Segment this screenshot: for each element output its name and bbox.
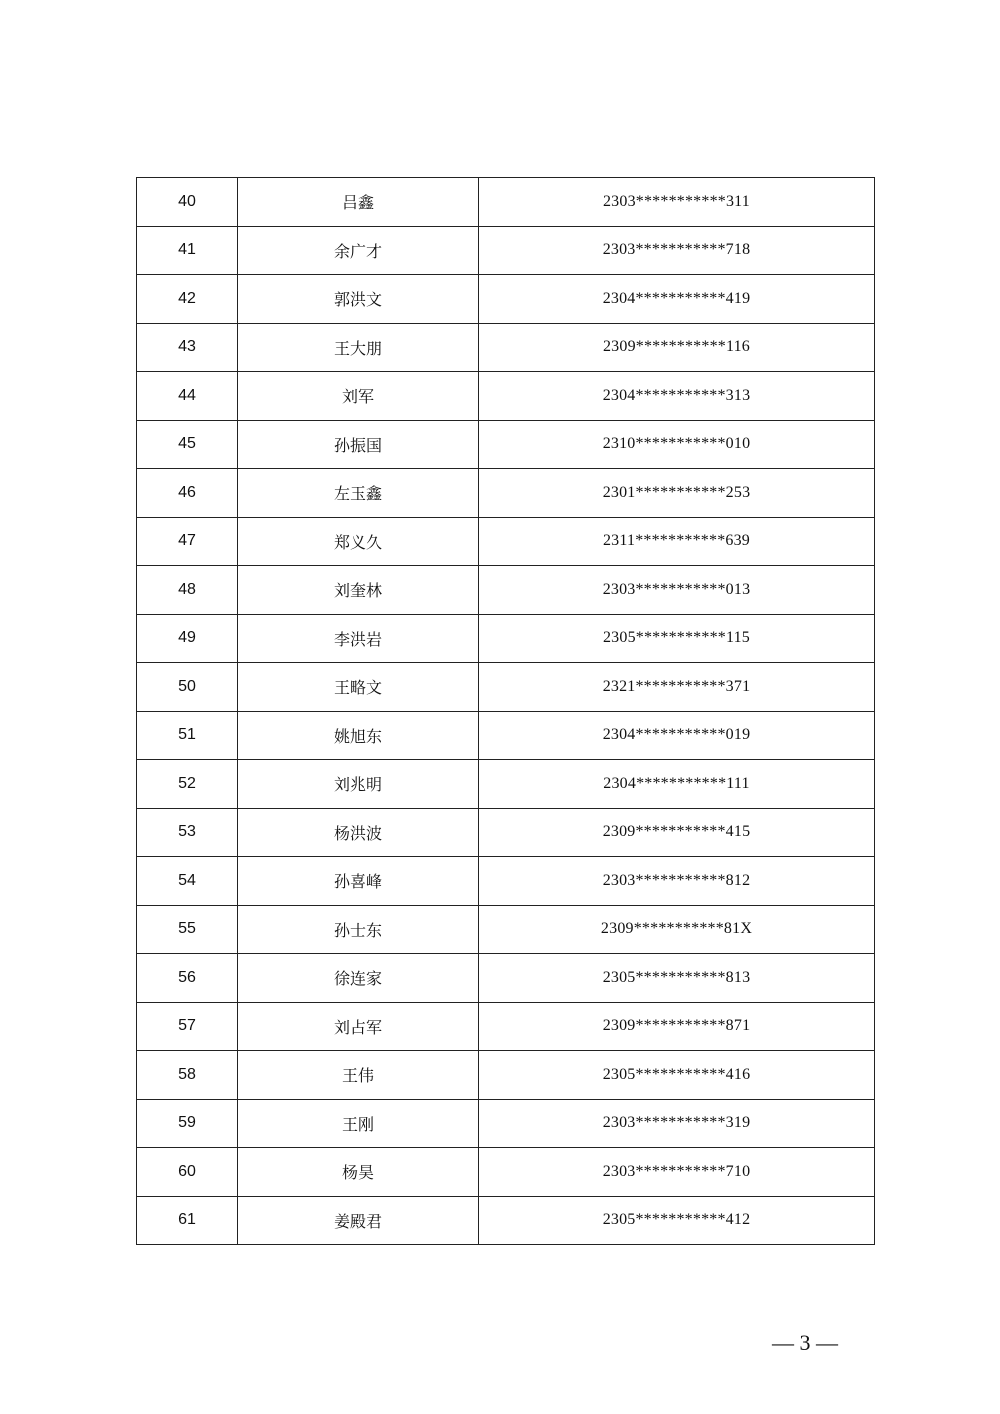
table-row [137, 1051, 875, 1100]
table-row [137, 954, 875, 1003]
table-row [137, 663, 875, 712]
name-cell: 刘兆明 [238, 760, 479, 809]
name-cell: 杨昊 [238, 1148, 479, 1197]
id-number-cell: 2301***********253 [479, 469, 875, 518]
name-cell: 郭洪文 [238, 275, 479, 324]
table-row [137, 469, 875, 518]
roster-table [136, 177, 875, 1245]
id-number-cell: 2305***********115 [479, 614, 875, 663]
table-row [137, 275, 875, 324]
row-number-cell: 60 [137, 1148, 238, 1197]
table-row [137, 178, 875, 227]
id-number-cell: 2303***********311 [479, 178, 875, 227]
id-number-cell: 2309***********81X [479, 905, 875, 954]
row-number-cell: 44 [137, 372, 238, 421]
table-row [137, 1196, 875, 1245]
row-number-cell: 50 [137, 663, 238, 712]
roster-table-body [137, 178, 875, 1245]
row-number-cell: 46 [137, 469, 238, 518]
table-row [137, 566, 875, 615]
name-cell: 李洪岩 [238, 614, 479, 663]
table-row [137, 808, 875, 857]
name-cell: 吕鑫 [238, 178, 479, 227]
table-row [137, 226, 875, 275]
id-number-cell: 2304***********111 [479, 760, 875, 809]
row-number-cell: 51 [137, 711, 238, 760]
name-cell: 姚旭东 [238, 711, 479, 760]
name-cell: 刘占军 [238, 1002, 479, 1051]
row-number-cell: 53 [137, 808, 238, 857]
table-row [137, 1002, 875, 1051]
table-row [137, 1099, 875, 1148]
id-number-cell: 2309***********116 [479, 323, 875, 372]
table-row [137, 1148, 875, 1197]
row-number-cell: 58 [137, 1051, 238, 1100]
id-number-cell: 2303***********718 [479, 226, 875, 275]
page-number: — 3 — [772, 1330, 838, 1355]
id-number-cell: 2303***********710 [479, 1148, 875, 1197]
name-cell: 孙喜峰 [238, 857, 479, 906]
row-number-cell: 47 [137, 517, 238, 566]
row-number-cell: 48 [137, 566, 238, 615]
row-number-cell: 41 [137, 226, 238, 275]
id-number-cell: 2309***********415 [479, 808, 875, 857]
name-cell: 王大朋 [238, 323, 479, 372]
table-row [137, 614, 875, 663]
name-cell: 徐连家 [238, 954, 479, 1003]
name-cell: 刘奎林 [238, 566, 479, 615]
table-row [137, 517, 875, 566]
row-number-cell: 45 [137, 420, 238, 469]
id-number-cell: 2309***********871 [479, 1002, 875, 1051]
table-row [137, 760, 875, 809]
id-number-cell: 2321***********371 [479, 663, 875, 712]
row-number-cell: 61 [137, 1196, 238, 1245]
id-number-cell: 2311***********639 [479, 517, 875, 566]
name-cell: 王略文 [238, 663, 479, 712]
row-number-cell: 40 [137, 178, 238, 227]
name-cell: 左玉鑫 [238, 469, 479, 518]
id-number-cell: 2304***********313 [479, 372, 875, 421]
row-number-cell: 55 [137, 905, 238, 954]
id-number-cell: 2304***********419 [479, 275, 875, 324]
row-number-cell: 42 [137, 275, 238, 324]
id-number-cell: 2304***********019 [479, 711, 875, 760]
id-number-cell: 2305***********813 [479, 954, 875, 1003]
row-number-cell: 54 [137, 857, 238, 906]
row-number-cell: 59 [137, 1099, 238, 1148]
table-row [137, 711, 875, 760]
name-cell: 郑义久 [238, 517, 479, 566]
name-cell: 刘军 [238, 372, 479, 421]
id-number-cell: 2305***********412 [479, 1196, 875, 1245]
name-cell: 姜殿君 [238, 1196, 479, 1245]
table-row [137, 372, 875, 421]
name-cell: 余广才 [238, 226, 479, 275]
table-row [137, 420, 875, 469]
row-number-cell: 43 [137, 323, 238, 372]
name-cell: 王刚 [238, 1099, 479, 1148]
id-number-cell: 2303***********319 [479, 1099, 875, 1148]
row-number-cell: 57 [137, 1002, 238, 1051]
name-cell: 杨洪波 [238, 808, 479, 857]
table-row [137, 905, 875, 954]
id-number-cell: 2310***********010 [479, 420, 875, 469]
row-number-cell: 56 [137, 954, 238, 1003]
id-number-cell: 2303***********013 [479, 566, 875, 615]
id-number-cell: 2303***********812 [479, 857, 875, 906]
id-number-cell: 2305***********416 [479, 1051, 875, 1100]
name-cell: 孙振国 [238, 420, 479, 469]
name-cell: 王伟 [238, 1051, 479, 1100]
name-cell: 孙士东 [238, 905, 479, 954]
row-number-cell: 49 [137, 614, 238, 663]
table-row [137, 857, 875, 906]
table-row [137, 323, 875, 372]
row-number-cell: 52 [137, 760, 238, 809]
